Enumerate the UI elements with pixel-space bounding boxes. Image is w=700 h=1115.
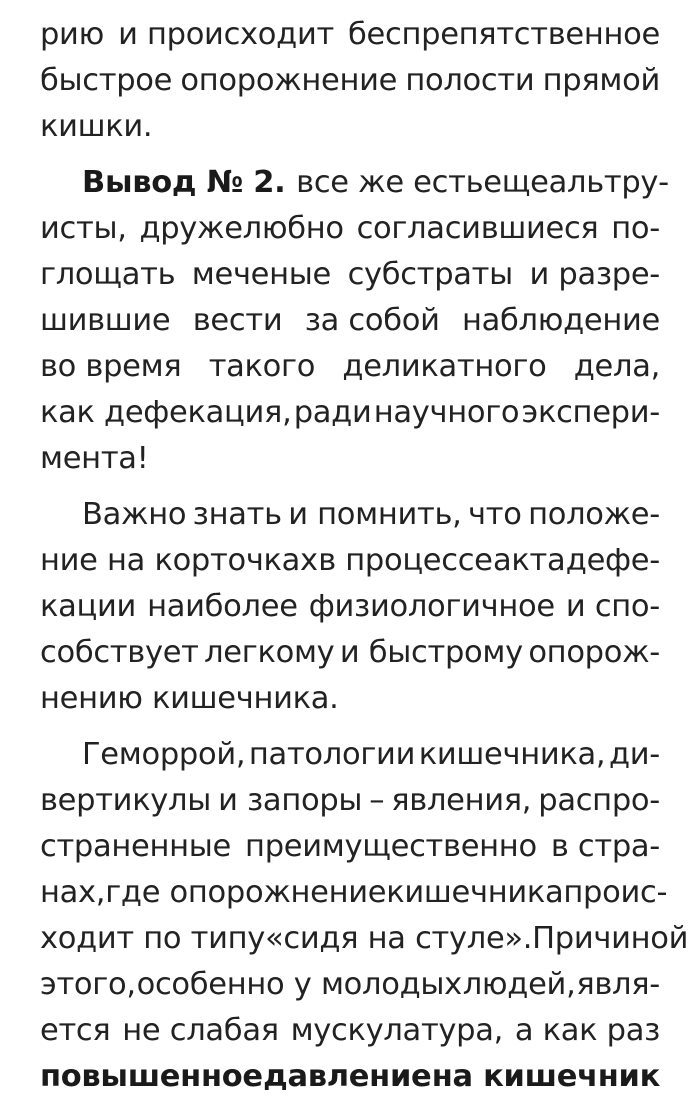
word: не слабая — [122, 1013, 279, 1048]
word: акта — [493, 543, 566, 578]
word: и спо- — [565, 589, 660, 624]
word: а как раз — [514, 1013, 660, 1048]
word: субстраты — [347, 257, 513, 292]
text-line — [82, 492, 660, 538]
word: этого, — [40, 967, 136, 1002]
word: физиологичное — [308, 589, 555, 624]
text-line — [40, 390, 660, 436]
word: мента! — [40, 441, 149, 476]
word: дружелюбно — [139, 211, 344, 246]
word: Причиной — [532, 921, 689, 956]
word: и быстрому — [339, 635, 523, 670]
word: деликатного — [342, 349, 547, 384]
text-line — [40, 870, 668, 916]
word: все же есть — [296, 165, 484, 200]
word: во время — [40, 349, 182, 384]
word: научного — [373, 395, 520, 430]
word: беспрепятственное — [348, 17, 660, 52]
word: опорож- — [528, 635, 660, 670]
word: наиболее — [147, 589, 298, 624]
word: знать — [192, 497, 282, 532]
word: исты, — [40, 211, 127, 246]
word: явля- — [576, 967, 660, 1002]
text-line — [40, 104, 660, 150]
word: и помнить, — [288, 497, 462, 532]
word: еще — [483, 165, 549, 200]
text-line — [40, 344, 660, 390]
word: кации — [40, 589, 137, 624]
text-line — [82, 732, 660, 778]
word: особенно у молодых — [136, 967, 462, 1002]
word: в стра- — [550, 829, 660, 864]
word: «сидя на стуле». — [265, 921, 533, 956]
word: что — [468, 497, 522, 532]
word: страненные — [40, 829, 232, 864]
word: людей, — [462, 967, 576, 1002]
word: шившие — [40, 303, 171, 338]
text-line — [40, 12, 660, 58]
word: ди- — [608, 737, 660, 772]
bold-lead: Вывод № 2. — [82, 165, 286, 200]
word: легкому — [204, 635, 335, 670]
text-line — [40, 1054, 660, 1100]
word: прямой — [542, 63, 660, 98]
word: полости — [405, 63, 535, 98]
bold-word: повышенное — [40, 1059, 263, 1094]
word: ходит по типу — [40, 921, 266, 956]
text-line — [40, 824, 660, 870]
word: явления, — [391, 783, 532, 818]
word: опорожнение — [180, 63, 398, 98]
word: глощать — [40, 257, 176, 292]
word: вести — [192, 303, 283, 338]
bold-word: на кишечник — [431, 1059, 660, 1094]
word: согласившиеся — [356, 211, 599, 246]
word: и разре- — [529, 257, 660, 292]
word: проис- — [563, 875, 668, 910]
text-line — [40, 538, 660, 584]
word: собствует — [40, 635, 199, 670]
text-line — [40, 58, 660, 104]
text-line — [40, 916, 689, 962]
text-line — [82, 160, 669, 206]
text-line — [40, 630, 660, 676]
word: положе- — [528, 497, 660, 532]
word: ние на корточках — [40, 543, 318, 578]
word: такого — [208, 349, 316, 384]
word: патологии — [248, 737, 416, 772]
bold-word: давление — [263, 1059, 432, 1094]
lead-group — [82, 160, 483, 206]
word: вертикулы — [40, 783, 212, 818]
word: по- — [611, 211, 660, 246]
word: – — [369, 783, 385, 818]
word: рию — [40, 17, 104, 52]
word: распро- — [538, 783, 660, 818]
text-line — [40, 298, 660, 344]
word: кишечника — [386, 875, 564, 910]
word: как дефекация, — [40, 395, 292, 430]
word: наблюдение — [461, 303, 660, 338]
text-line — [40, 584, 660, 630]
word: и запоры — [218, 783, 363, 818]
text-line — [40, 676, 660, 722]
word: альтру- — [548, 165, 669, 200]
text-line — [40, 1008, 660, 1054]
text-line — [40, 436, 660, 482]
word: дела, — [573, 349, 660, 384]
word: где опорожнение — [105, 875, 387, 910]
text-line — [40, 252, 660, 298]
word: меченые — [191, 257, 332, 292]
word: Важно — [82, 497, 187, 532]
word: кишечника, — [418, 737, 606, 772]
word: за собой — [304, 303, 440, 338]
text-line — [40, 962, 660, 1008]
word: преимущественно — [245, 829, 537, 864]
word: кишки. — [40, 109, 153, 144]
text-line — [40, 206, 660, 252]
word: нению кишечника. — [40, 681, 339, 716]
word: нах, — [40, 875, 106, 910]
word: ради — [293, 395, 372, 430]
word: дефе- — [565, 543, 660, 578]
word: мускулатура, — [290, 1013, 504, 1048]
word: Геморрой, — [82, 737, 246, 772]
word: в процессе — [318, 543, 493, 578]
text-line — [40, 778, 660, 824]
word: и происходит — [118, 17, 334, 52]
word: быстрое — [40, 63, 173, 98]
word: ется — [40, 1013, 111, 1048]
word: экспери- — [521, 395, 660, 430]
